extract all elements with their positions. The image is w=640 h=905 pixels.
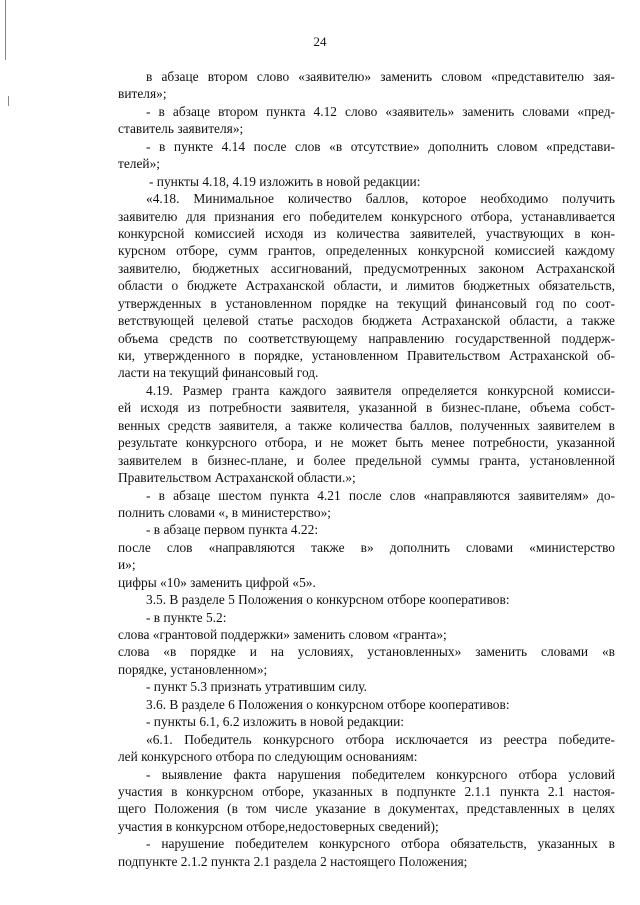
text-line: 3.5. В разделе 5 Положения о конкурсном отборе кооперативов: <box>146 592 510 608</box>
text-line: слова «грантовой поддержки» заменить словом «гранта»; <box>118 627 447 642</box>
text-line: курсном отборе, сумм грантов, определенных конкурсной комиссией каждому <box>118 243 615 259</box>
text-line: - пункт 5.3 признать утратившим силу. <box>146 679 367 695</box>
text-line: венных средств заявителя, а также количества баллов, полученных заявителем в <box>118 417 615 433</box>
text-line: - в абзаце втором пункта 4.12 слово «заявитель» заменить словами «пред- <box>146 103 615 119</box>
text-line: ей исходя из потребности заявителя, указанной в бизнес-плане, объема собст- <box>118 400 615 416</box>
text-line: и»; <box>118 557 136 573</box>
text-line: заявителю, бюджетных ассигнований, предусмотренных законом Астраханской <box>118 260 615 276</box>
margin-mark <box>5 0 6 60</box>
text-line: заявителю для признания его победителем конкурсного отбора, устанавливается <box>118 208 615 224</box>
text-line: - пункты 4.18, 4.19 изложить в новой редакции: <box>149 173 421 189</box>
text-line: вителя»; <box>118 86 167 102</box>
text-line: щего Положения (в том числе указание в документах, представленных в целях <box>118 801 615 817</box>
text-line: - в абзаце шестом пункта 4.21 после слов «направляются заявителям» до- <box>146 487 615 503</box>
text-line: - выявление факта нарушения победителем конкурсного отбора условий <box>146 766 615 782</box>
text-line: 4.19. Размер гранта каждого заявителя определяется конкурсной комисси- <box>146 382 615 398</box>
text-line: утвержденных в установленном порядке на текущий финансовый год по соот- <box>118 295 615 311</box>
text-line: Правительством Астраханской области.»; <box>118 470 356 486</box>
text-line: 3.6. В разделе 6 Положения о конкурсном отборе кооперативов: <box>146 696 510 712</box>
document-body <box>118 68 615 870</box>
text-line: цифры «10» заменить цифрой «5». <box>118 574 316 590</box>
text-line: - нарушение победителем конкурсного отбора обязательств, указанных в <box>146 836 615 852</box>
text-line: «4.18. Минимальное количество баллов, которое необходимо получить <box>146 191 615 207</box>
text-line: результате конкурсного отбора, и не может быть менее потребности, указанной <box>118 435 615 451</box>
text-line: - в пункте 5.2: <box>146 609 227 625</box>
text-line: подпункте 2.1.2 пункта 2.1 раздела 2 настоящего Положения; <box>118 853 468 869</box>
text-line: конкурсной комиссией исходя из количества заявителей, участвующих в кон- <box>118 225 615 241</box>
text-line: объема средств по соответствующему направлению государственной поддерж- <box>118 330 615 346</box>
text-line: порядке, установленном»; <box>118 661 268 677</box>
text-line: «6.1. Победитель конкурсного отбора исключается из реестра победите- <box>146 731 615 747</box>
text-line: участия в конкурсном отборе, указанных в подпункте 2.1.1 пункта 2.1 настоя- <box>118 783 615 799</box>
text-line: ставитель заявителя»; <box>118 121 244 137</box>
text-line: слова «в порядке и на условиях, установленных» заменить словами «в <box>118 644 615 660</box>
text-line: лей конкурсного отбора по следующим основаниям: <box>118 749 418 765</box>
text-line: - в абзаце первом пункта 4.22: <box>146 522 319 538</box>
text-line: в абзаце втором слово «заявителю» заменить словом «представителю зая- <box>146 69 615 84</box>
text-line: ки, утвержденного в порядке, установленном Правительством Астраханской об- <box>118 348 615 363</box>
text-line: - пункты 6.1, 6.2 изложить в новой редакции: <box>146 714 405 730</box>
text-line: участия в конкурсном отборе,недостоверных сведений); <box>118 818 439 834</box>
text-line: телей»; <box>118 156 161 172</box>
text-line: заявителем в бизнес-плане, и более предельной суммы гранта, установленной <box>118 452 615 468</box>
text-line: после слов «направляются также в» дополнить словами «министерство <box>118 539 615 555</box>
margin-mark <box>8 96 9 106</box>
text-line: ласти на текущий финансовый год. <box>118 365 319 381</box>
page-number: 24 <box>313 34 327 49</box>
text-line: полнить словами «, в министерство»; <box>118 504 332 520</box>
text-line: ветствующей целевой статье расходов бюджета Астраханской области, а также <box>118 313 615 329</box>
text-line: - в пункте 4.14 после слов «в отсутствие» дополнить словом «представи- <box>146 138 615 154</box>
text-line: области о бюджете Астраханской области, и лимитов бюджетных обязательств, <box>118 278 615 294</box>
